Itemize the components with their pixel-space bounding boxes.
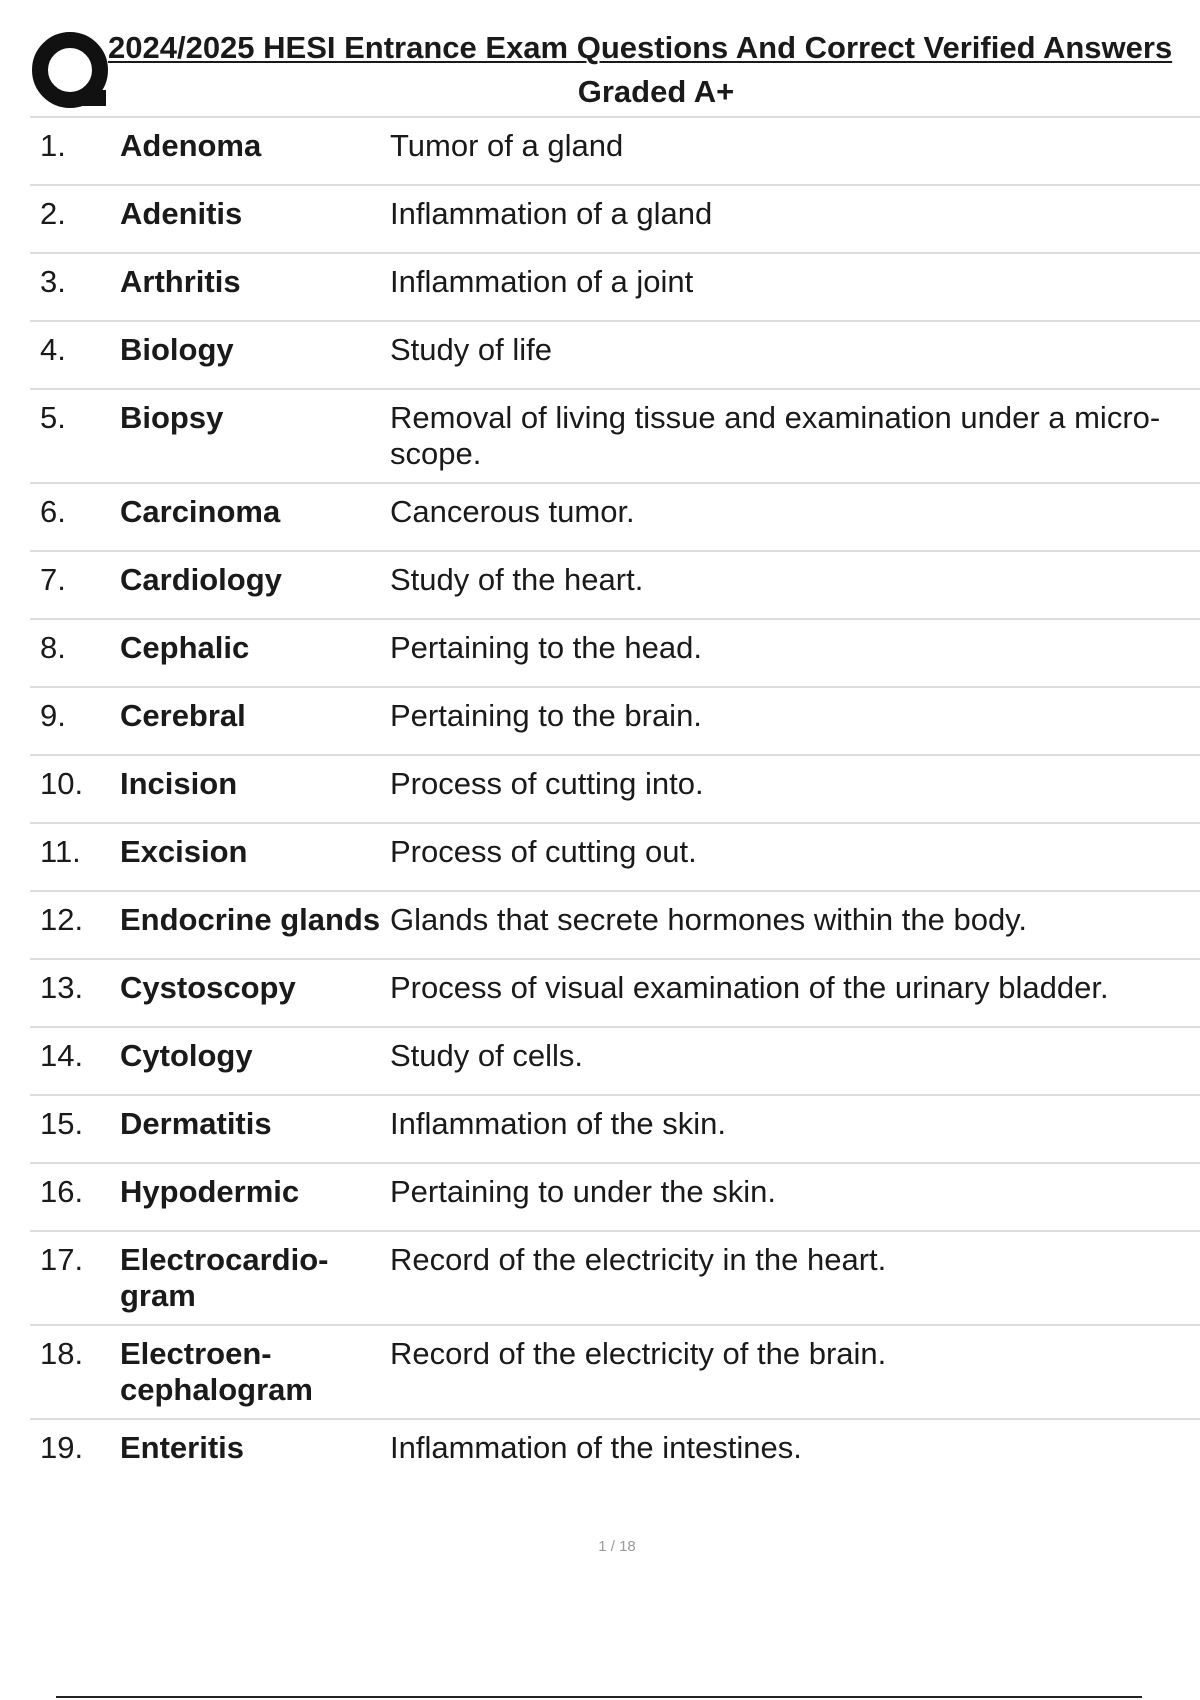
- term-number: 10.: [40, 766, 84, 801]
- term-number: 19.: [40, 1430, 84, 1465]
- term-definition: Record of the electricity in the heart.: [390, 1242, 887, 1277]
- term-word: Excision: [120, 834, 248, 869]
- term-number: 11.: [40, 834, 81, 869]
- bottom-divider: [56, 1696, 1142, 1698]
- term-word: Cerebral: [120, 698, 246, 733]
- table-row: [30, 254, 1200, 322]
- table-row: [30, 892, 1200, 960]
- term-word: Dermatitis: [120, 1106, 272, 1141]
- term-word: Cytology: [120, 1038, 253, 1073]
- term-word: Arthritis: [120, 264, 241, 299]
- table-row: [30, 484, 1200, 552]
- term-definition: Pertaining to the brain.: [390, 698, 702, 733]
- term-definition: Cancerous tumor.: [390, 494, 635, 529]
- term-definition: Inflammation of the intestines.: [390, 1430, 802, 1465]
- term-word: Cardiology: [120, 562, 282, 597]
- term-word: Biopsy: [120, 400, 224, 435]
- term-word: Enteritis: [120, 1430, 245, 1465]
- table-row: [30, 824, 1200, 892]
- term-definition: Tumor of a gland: [390, 128, 624, 163]
- term-word: Adenitis: [120, 196, 243, 231]
- term-definition: Process of cutting out.: [390, 834, 697, 869]
- term-word: Biology: [120, 332, 234, 367]
- term-number: 16.: [40, 1174, 84, 1209]
- table-row: [30, 756, 1200, 824]
- table-row: [30, 1232, 1200, 1326]
- term-definition: Study of cells.: [390, 1038, 583, 1073]
- term-number: 9.: [40, 698, 66, 733]
- term-definition: Study of the heart.: [390, 562, 644, 597]
- term-definition: Process of visual examination of the urinary bladder.: [390, 970, 1109, 1005]
- term-number: 17.: [40, 1242, 84, 1277]
- term-definition: Record of the electricity of the brain.: [390, 1336, 887, 1371]
- term-word: Cephalic: [120, 630, 250, 665]
- table-row: [30, 552, 1200, 620]
- term-number: 15.: [40, 1106, 84, 1141]
- document-header: [0, 28, 1200, 118]
- table-row: [30, 118, 1200, 186]
- term-word: Adenoma: [120, 128, 262, 163]
- term-number: 7.: [40, 562, 66, 597]
- table-row: [30, 1096, 1200, 1164]
- table-row: [30, 322, 1200, 390]
- term-number: 18.: [40, 1336, 84, 1371]
- table-row: [30, 1028, 1200, 1096]
- term-definition: Process of cutting into.: [390, 766, 704, 801]
- term-number: 2.: [40, 196, 66, 231]
- term-definition: Pertaining to under the skin.: [390, 1174, 777, 1209]
- term-number: 6.: [40, 494, 66, 529]
- term-number: 3.: [40, 264, 66, 299]
- term-word: Hypodermic: [120, 1174, 300, 1209]
- document-subtitle: Graded A+: [577, 74, 735, 109]
- term-number: 8.: [40, 630, 66, 665]
- term-definition: Study of life: [390, 332, 552, 367]
- table-row: [30, 390, 1200, 484]
- term-word: Electroen-cephalogram: [120, 1336, 313, 1407]
- term-word: Incision: [120, 766, 238, 801]
- term-definition: Inflammation of a joint: [390, 264, 694, 299]
- term-definition: Inflammation of a gland: [390, 196, 713, 231]
- page-number: 1 / 18: [598, 1538, 636, 1555]
- document-title: 2024/2025 HESI Entrance Exam Questions And Correct Verified Answers: [108, 30, 1173, 65]
- term-number: 12.: [40, 902, 84, 937]
- term-number: 14.: [40, 1038, 84, 1073]
- term-word: Endocrine glands: [120, 902, 381, 937]
- table-row: [30, 186, 1200, 254]
- term-definition: Removal of living tissue and examination under a micro-scope.: [390, 400, 1161, 471]
- terms-table: [30, 116, 1200, 1488]
- term-definition: Pertaining to the head.: [390, 630, 702, 665]
- term-word: Electrocardio-gram: [120, 1242, 329, 1313]
- term-number: 5.: [40, 400, 66, 435]
- table-row: [30, 1326, 1200, 1420]
- table-row: [30, 1164, 1200, 1232]
- table-row: [30, 960, 1200, 1028]
- term-word: Carcinoma: [120, 494, 281, 529]
- term-number: 1.: [40, 128, 66, 163]
- table-row: [30, 620, 1200, 688]
- term-word: Cystoscopy: [120, 970, 296, 1005]
- term-number: 4.: [40, 332, 66, 367]
- term-definition: Glands that secrete hormones within the body.: [390, 902, 1027, 937]
- term-definition: Inflammation of the skin.: [390, 1106, 726, 1141]
- table-row: [30, 1420, 1200, 1488]
- term-number: 13.: [40, 970, 84, 1005]
- table-row: [30, 688, 1200, 756]
